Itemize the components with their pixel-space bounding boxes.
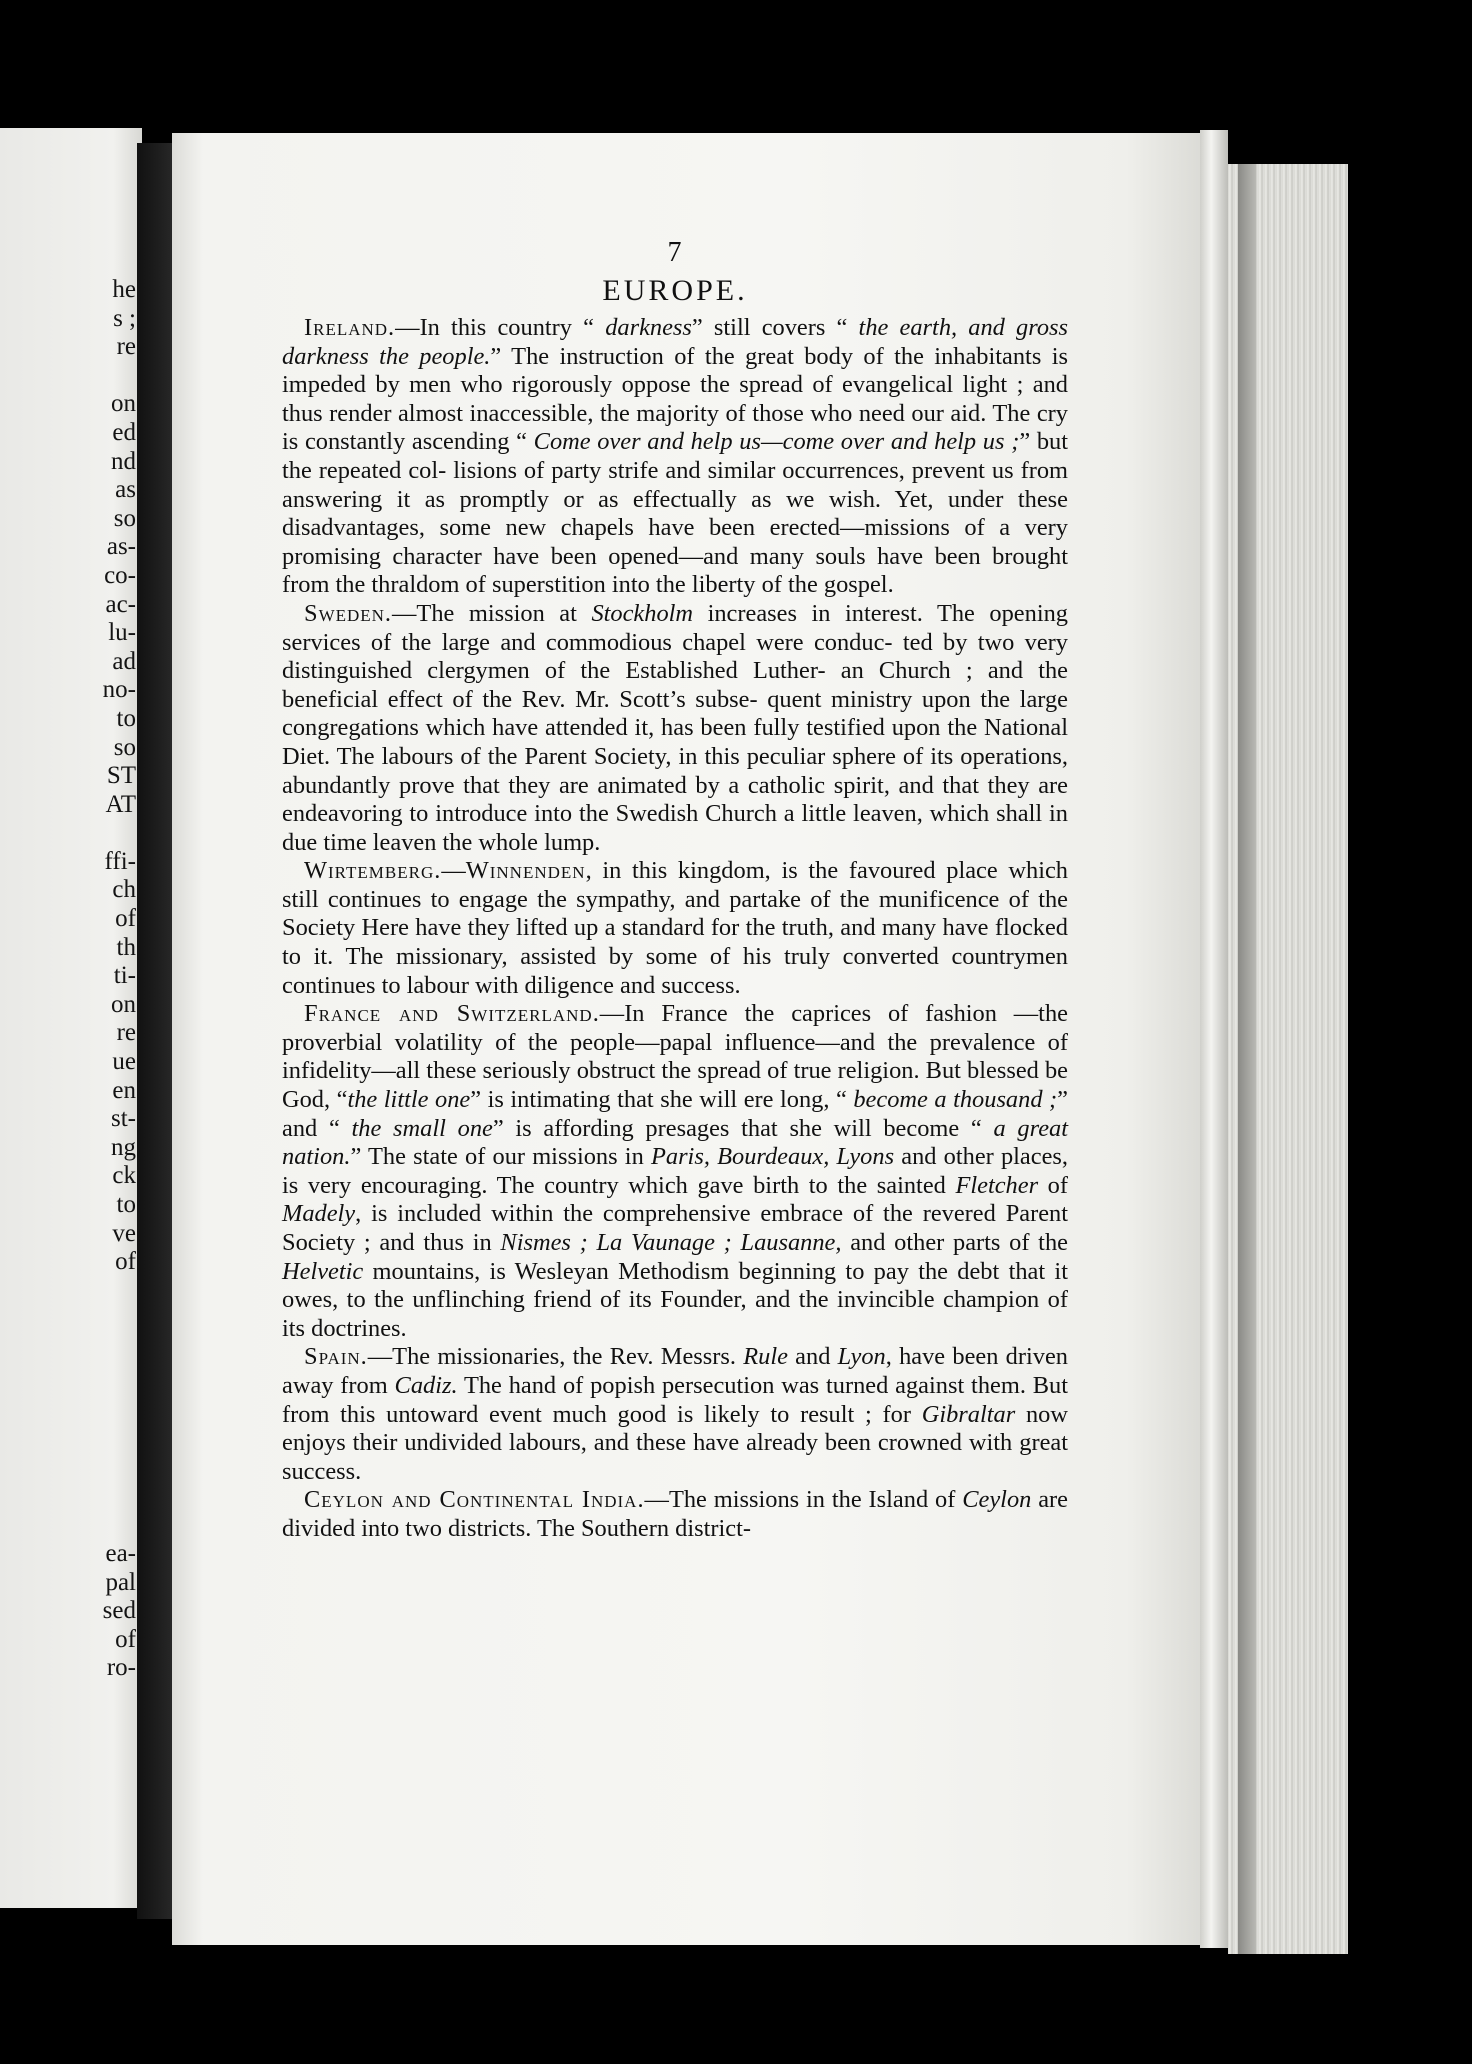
facing-page-fragment-line: so (113, 504, 136, 532)
facing-page-fragment-line: ac- (105, 590, 136, 618)
body-text: , in this kingdom, is the favoured place which still continues to engage the sympathy, and partake of the munificence of the Society Here have they lifted up a standard for the truth, and many have flocked to it. The missionary, assisted by some of his truly converted countrymen continues to labour with diligence and success. (282, 857, 1068, 999)
facing-page-fragment-line: ng (111, 1133, 136, 1161)
facing-page-fragment-line: sed (102, 1597, 136, 1625)
body-text: , is included within the comprehensive embrace of the revered Parent Society ; and thus in (282, 1200, 1068, 1256)
facing-page-fragment-line: on (111, 390, 136, 418)
facing-page-fragment-line: of (115, 1625, 136, 1653)
facing-page-fragment-line: ch (112, 876, 136, 904)
body-text: are divided into two districts. The Southern district- (282, 1486, 1068, 1542)
italic-text: Paris, Bourdeaux, Lyons (650, 1143, 895, 1171)
facing-page-fragment-line (56, 819, 136, 848)
body-text: Winnenden (465, 857, 586, 885)
body-text: —The missionaries, the Rev. Messrs. (367, 1343, 744, 1371)
facing-page-fragment-line: as- (106, 533, 136, 561)
paragraph (282, 600, 1068, 857)
section-heading: EUROPE. (602, 274, 748, 307)
facing-page-fragment-line: lu- (108, 619, 136, 647)
italic-text: the earth, and gross darkness the people. (282, 314, 1069, 370)
facing-page-fragment-line: to (116, 1191, 136, 1218)
body-paragraphs (282, 314, 1068, 1544)
body-text: , have been driven away from (282, 1343, 1068, 1399)
facing-page-fragment-line: ue (112, 1048, 136, 1076)
body-text: ” is intimating that she will ere long, “ (470, 1086, 854, 1114)
facing-page-fragment-line: no- (102, 676, 136, 704)
facing-page-fragment-line: ve (112, 1219, 136, 1247)
facing-page-fragment-line: co- (104, 561, 136, 589)
body-text: mountains, is Wesleyan Methodism beginning to pay the debt that it owes, to the unflinching friend of its Founder, and the invincible champion of its doctrines. (282, 1257, 1068, 1342)
italic-text: Ceylon (962, 1486, 1032, 1514)
body-text: ” and “ (282, 1086, 1068, 1142)
facing-page-fragment-line: ed (112, 418, 136, 446)
italic-text: darkness (605, 314, 692, 341)
body-text: and other places, is very encouraging. The country which gave birth to the sainted (282, 1143, 1068, 1199)
facing-page-fragment-line: to (116, 704, 136, 732)
body-text: and other parts of the (841, 1229, 1068, 1256)
body-text: —In France the caprices of fashion —the proverbial volatility of the people—papal influence—and the prevalence of infidelity—all these seriously obstruct the spread of true religion. But blessed be God, “ (282, 1000, 1068, 1114)
facing-page-fragment-line: ck (112, 1162, 136, 1190)
facing-page-fragment-line: en (112, 1076, 136, 1104)
facing-page-fragment-line: so (113, 733, 136, 761)
body-text: now enjoys their undivided labours, and these have already been crowned with great success. (282, 1400, 1068, 1485)
book-gutter (137, 143, 177, 1919)
italic-text: Cadiz. (394, 1371, 458, 1399)
page-edge (1200, 130, 1228, 1948)
facing-page-fragment-line: ro- (106, 1654, 136, 1682)
paragraph (282, 1343, 1068, 1486)
facing-page-fragment-line: th (116, 933, 136, 961)
facing-page-fragment-line: pal (105, 1568, 136, 1596)
italic-text: the little one (347, 1086, 471, 1114)
facing-page-line-ends (56, 276, 136, 1277)
italic-text: a great nation. (282, 1114, 1068, 1171)
italic-text: Stockholm (591, 599, 694, 627)
facing-page-line-ends-lower (56, 1540, 136, 1683)
facing-page-fragment-line: st- (111, 1105, 136, 1133)
facing-page-fragment-line: as (115, 476, 136, 504)
body-text: increases in interest. The opening services of the large and commodious chapel were conduc- ted by two very distinguished clergymen of the Established Luther- an Church ; and the beneficial effect of the Rev. Mr. Scott’s subse- quent ministry upon the large congregations which have attended it, has been fully testified upon the National Diet. The labours of the Parent Society, in this peculiar sphere of its operations, abundantly prove that they are animated by a catholic spirit, and that they are endeavoring to introduce into the Swedish Church a little leaven, which shall in due time leaven the whole lump. (282, 599, 1068, 856)
paragraph (282, 1000, 1068, 1343)
paragraph-lead-heading: Ireland. (304, 314, 396, 341)
facing-page-fragment-line: of (115, 1248, 136, 1276)
italic-text: the small one (351, 1114, 493, 1142)
paragraph-lead-heading: Wirtemberg. (304, 857, 442, 885)
facing-page-fragment-line (56, 362, 136, 391)
paragraph-lead-heading: Ceylon and Continental India. (304, 1486, 645, 1514)
italic-text: Nismes ; La Vaunage ; Lausanne, (500, 1229, 842, 1256)
page-text-block (282, 238, 1068, 1544)
facing-page-fragment-line: ti- (113, 962, 136, 990)
facing-page-fragment-line: on (111, 990, 136, 1018)
body-text: The hand of popish persecution was turned against them. But from this untoward event much good is likely to result ; for (282, 1371, 1068, 1428)
italic-text: Madely (282, 1200, 356, 1228)
italic-text: Gibraltar (921, 1400, 1016, 1428)
italic-text: Lyon (837, 1343, 886, 1371)
body-text: —In this country “ (395, 314, 606, 341)
paragraph (282, 1486, 1068, 1543)
paragraph (282, 314, 1068, 600)
body-text: ” still covers “ (691, 314, 859, 341)
facing-page-fragment-line: AT (105, 790, 136, 818)
italic-text: Fletcher (955, 1171, 1039, 1199)
body-text: —The missions in the Island of (644, 1486, 963, 1514)
facing-page-fragment-line: re (116, 333, 136, 361)
facing-page-fragment-line: ad (112, 647, 136, 675)
paragraph (282, 857, 1068, 1000)
page-stack-shadow (1238, 164, 1256, 1954)
facing-page-fragment-line: ST (106, 762, 136, 790)
body-text: ” but the repeated col- lisions of party strife and similar occurrences, prevent us from answering it as promptly or as effectually as we wish. Yet, under these disadvantages, some new chapels have been erected—missions of a very promising character have been opened—and many souls have been brought from the thraldom of superstition into the liberty of the gospel. (282, 428, 1069, 599)
body-text: —The mission at (392, 599, 592, 627)
facing-page-fragment-line: nd (111, 447, 136, 475)
paragraph-lead-heading: France and Switzerland. (304, 1000, 600, 1028)
paragraph-lead-heading: Sweden. (304, 599, 393, 627)
italic-text: Rule (743, 1343, 788, 1371)
italic-text: Helvetic (282, 1257, 364, 1285)
facing-page-fragment-line: of (115, 905, 136, 933)
italic-text: become a thousand ; (853, 1086, 1058, 1114)
facing-page-fragment-line: he (112, 276, 136, 303)
body-text: ” is affording presages that she will become “ (492, 1114, 994, 1142)
body-text: — (441, 857, 466, 885)
facing-page-fragment-line: ffi- (104, 847, 136, 875)
body-text: of (1038, 1171, 1068, 1199)
page-number: 7 (667, 237, 683, 268)
facing-page-fragment-line: re (116, 1019, 136, 1047)
body-text: and (787, 1343, 838, 1371)
facing-page-fragment (0, 128, 142, 1908)
body-text: ” The state of our missions in (350, 1143, 651, 1171)
body-text: ” The instruction of the great body of the inhabitants is impeded by men who rigorously oppose the spread of evangelical light ; and thus render almost inaccessible, the majority of those who need our aid. The cry is constantly ascending “ (282, 342, 1068, 456)
facing-page-fragment-line: s ; (113, 304, 136, 332)
paragraph-lead-heading: Spain. (304, 1343, 368, 1371)
facing-page-fragment-line: ea- (105, 1540, 136, 1567)
italic-text: Come over and help us—come over and help us ; (533, 428, 1020, 456)
